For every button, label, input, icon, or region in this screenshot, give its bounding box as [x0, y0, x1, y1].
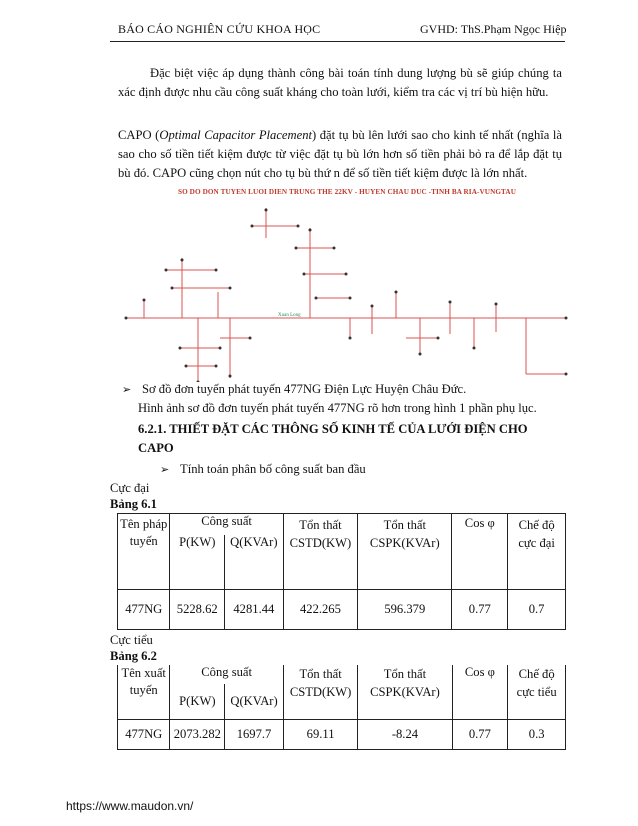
cell-q: 4281.44: [225, 590, 284, 630]
th-p: P(KW): [170, 684, 225, 719]
cell-loss-p: 422.265: [283, 590, 358, 630]
th-mode: Chế độ cực đại: [508, 514, 566, 590]
th-name: Tên xuất tuyến: [118, 665, 170, 719]
paragraph-capo: [118, 126, 562, 183]
table-min: [117, 665, 566, 750]
cell-mode: 0.3: [508, 719, 566, 749]
th-q: Q(KVAr): [225, 684, 284, 719]
sub-bullet: [160, 462, 366, 477]
capo-text-pre: CAPO (: [118, 128, 160, 142]
footer-url[interactable]: https://www.maudon.vn/: [66, 799, 194, 813]
th-mode: Chế độ cực tiểu: [508, 665, 566, 719]
cell-p: 5228.62: [170, 590, 225, 630]
section-heading: 6.2.1. THIẾT ĐẶT CÁC THÔNG SỐ KINH TẾ CỦA LƯỚI ĐIỆN CHO CAPO: [138, 422, 528, 455]
th-power: Công suất: [170, 514, 283, 535]
paragraph-intro: Đặc biệt việc áp dụng thành công bài toán tính dung lượng bù sẽ giúp chúng ta xác định được nhu cầu công suất kháng cho toàn lưới, kiểm tra các vị trí bù hiện hữu.: [118, 66, 562, 99]
table2-caption: Bảng 6.2: [110, 649, 157, 663]
table2-mode-label: Cực tiểu: [110, 633, 153, 647]
th-loss-p: Tổn thất CSTD(KW): [283, 514, 358, 590]
table1-caption: Bảng 6.1: [110, 497, 157, 511]
header-advisor: GVHD: ThS.Phạm Ngọc Hiệp: [420, 22, 567, 36]
cell-loss-q: 596.379: [358, 590, 452, 630]
appendix-reference: Hình ảnh sơ đồ đơn tuyến phát tuyến 477NG rõ hơn trong hình 1 phần phụ lục.: [138, 401, 537, 415]
th-cos: Cos φ: [452, 665, 508, 719]
th-name: Tên pháp tuyến: [118, 514, 170, 590]
sub-bullet-text: Tính toán phân bố công suất ban đầu: [180, 462, 366, 476]
bullet-diagram-caption: [122, 382, 466, 397]
arrow-bullet-icon: ➢: [122, 383, 132, 396]
table1-mode-label: Cực đại: [110, 481, 150, 495]
th-p: P(KW): [170, 535, 225, 590]
diagram-title: SO DO DON TUYEN LUOI DIEN TRUNG THE 22KV - HUYEN CHAU DUC -TINH BA RIA-VUNGTAU: [178, 188, 516, 196]
cell-feeder: 477NG: [118, 590, 170, 630]
header-title: BÁO CÁO NGHIÊN CỨU KHOA HỌC: [118, 22, 321, 36]
diagram-source-label: Xuan Long: [278, 313, 301, 318]
table-max: [117, 513, 566, 630]
arrow-bullet-icon: ➢: [160, 463, 170, 476]
capo-text-em: Optimal Capacitor Placement: [159, 128, 312, 142]
capo-text-post: ) đặt tụ bù lên lưới sao cho kinh tế nhất (nghĩa là sao cho số tiền tiết kiệm được từ việc đặt tụ bù lớn hơn số tiền phải bỏ ra để lắp đặt tụ bù đó. CAPO cũng chọn nút cho tụ bù thứ n để số tiền tiết kiệm được là lớn nhất.: [118, 128, 562, 180]
cell-cos: 0.77: [452, 590, 508, 630]
cell-loss-q: -8.24: [358, 719, 452, 749]
cell-loss-p: 69.11: [283, 719, 358, 749]
cell-mode: 0.7: [508, 590, 566, 630]
th-q: Q(KVAr): [225, 535, 284, 590]
th-cos: Cos φ: [452, 514, 508, 590]
header-divider: [110, 41, 565, 42]
th-loss-p: Tổn thất CSTD(KW): [283, 665, 358, 719]
cell-feeder: 477NG: [118, 719, 170, 749]
cell-q: 1697.7: [225, 719, 284, 749]
cell-p: 2073.282: [170, 719, 225, 749]
cell-cos: 0.77: [452, 719, 508, 749]
th-loss-q: Tổn thất CSPK(KVAr): [358, 665, 452, 719]
bullet-diagram-text: Sơ đồ đơn tuyến phát tuyến 477NG Điện Lực Huyện Châu Đức.: [142, 382, 467, 396]
th-power: Công suất: [170, 665, 283, 684]
single-line-diagram: [120, 188, 572, 382]
th-loss-q: Tổn thất CSPK(KVAr): [358, 514, 452, 590]
